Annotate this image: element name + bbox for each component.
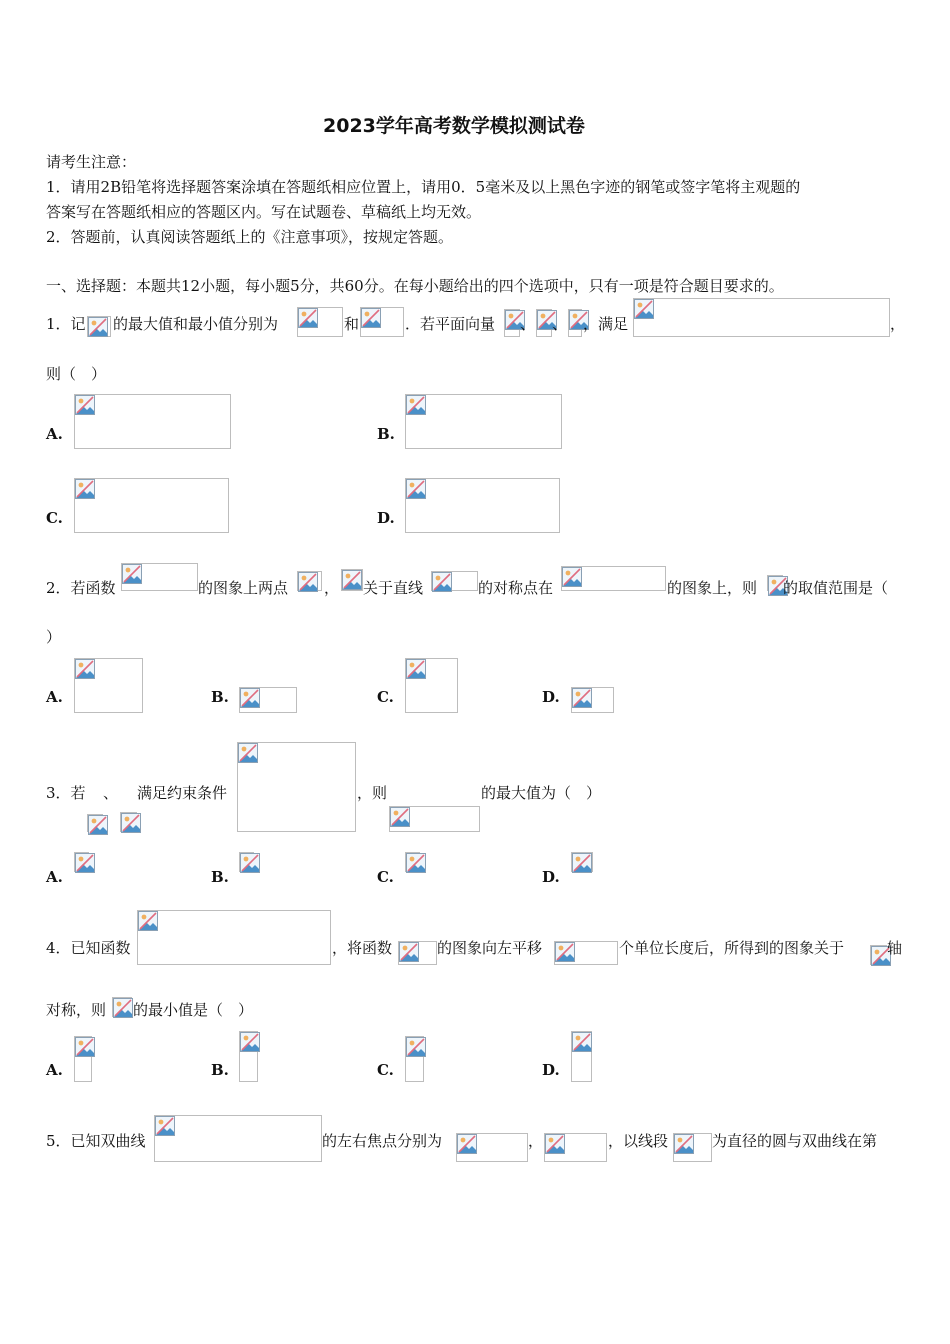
q5-text-3: ，	[528, 1132, 544, 1150]
formula-image	[405, 394, 562, 449]
formula-image	[633, 298, 890, 337]
section-heading: 一、选择题：本题共12小题，每小题5分，共60分。在每小题给出的四个选项中，只有一项是符合题目要求的。	[46, 277, 784, 295]
q5-text-2: 的左右焦点分别为	[322, 1132, 443, 1150]
broken-image-icon	[572, 853, 592, 873]
broken-image-icon	[572, 688, 592, 708]
formula-image	[237, 742, 356, 832]
formula-image	[87, 316, 111, 337]
formula-image	[239, 1031, 258, 1082]
broken-image-icon	[75, 479, 95, 499]
broken-image-icon	[155, 1116, 175, 1136]
formula-image	[405, 852, 420, 872]
formula-image	[571, 1031, 592, 1082]
formula-image	[554, 941, 618, 965]
q2-text-1: 2．若函数	[46, 579, 116, 597]
notice-line-1: 1．请用2B铅笔将选择题答案涂填在答题纸相应位置上，请用0．5毫米及以上黑色字迹的钢笔或签字笔将主观题的	[46, 178, 801, 196]
option-a-label: A.	[46, 688, 63, 706]
q1-text-7: ，满足	[583, 315, 629, 333]
formula-image	[405, 658, 458, 713]
broken-image-icon	[240, 853, 260, 873]
broken-image-icon	[432, 572, 452, 592]
option-b-label: B.	[377, 425, 395, 443]
formula-image	[398, 941, 437, 965]
option-d-label: D.	[542, 1061, 560, 1079]
q4-text-5: 轴	[887, 939, 903, 957]
formula-image	[137, 910, 331, 965]
option-a-label: A.	[46, 868, 63, 886]
q4-text-2: ，将函数	[332, 939, 393, 957]
broken-image-icon	[674, 1134, 694, 1154]
q2-text-5: 的对称点在	[478, 579, 554, 597]
broken-image-icon	[634, 299, 654, 319]
option-d-label: D.	[542, 868, 560, 886]
q1-text-4: ．若平面向量	[405, 315, 496, 333]
broken-image-icon	[240, 1032, 260, 1052]
broken-image-icon	[113, 998, 133, 1018]
broken-image-icon	[75, 659, 95, 679]
formula-image	[456, 1133, 528, 1162]
formula-image	[870, 945, 887, 965]
option-c-label: C.	[377, 868, 394, 886]
notice-heading: 请考生注意：	[46, 153, 137, 171]
q4-text-4: 个单位长度后，所得到的图象关于	[619, 939, 845, 957]
option-d-label: D.	[377, 509, 395, 527]
broken-image-icon	[75, 1037, 95, 1057]
q5-text-4: ，以线段	[608, 1132, 669, 1150]
broken-image-icon	[88, 815, 108, 835]
broken-image-icon	[457, 1134, 477, 1154]
broken-image-icon	[240, 688, 260, 708]
broken-image-icon	[406, 395, 426, 415]
formula-image	[74, 394, 231, 449]
formula-image	[571, 687, 614, 713]
q3-text-3: 满足约束条件	[137, 784, 228, 802]
formula-image	[405, 478, 560, 533]
formula-image	[74, 1036, 92, 1082]
q4-text-3: 的图象向左平移	[437, 939, 543, 957]
q2-text-8: ）	[46, 628, 62, 646]
broken-image-icon	[122, 564, 142, 584]
q1-text-1: 1．记	[46, 315, 86, 333]
broken-image-icon	[562, 567, 582, 587]
option-c-label: C.	[46, 509, 63, 527]
formula-image	[87, 814, 103, 832]
broken-image-icon	[406, 853, 426, 873]
broken-image-icon	[572, 1032, 592, 1052]
notice-line-1b: 答案写在答题纸相应的答题区内。写在试题卷、草稿纸上均无效。	[46, 203, 482, 221]
q1-text-2: 的最大值和最小值分别为	[113, 315, 279, 333]
q2-text-2: 的图象上两点	[198, 579, 289, 597]
formula-image	[74, 478, 229, 533]
broken-image-icon	[88, 317, 108, 337]
q1-text-6: 、	[552, 315, 568, 333]
formula-image	[544, 1133, 607, 1162]
formula-image	[239, 852, 254, 872]
q5-text-1: 5．已知双曲线	[46, 1132, 146, 1150]
broken-image-icon	[342, 570, 362, 590]
formula-image	[568, 309, 582, 337]
option-d-label: D.	[542, 688, 560, 706]
broken-image-icon	[555, 942, 575, 962]
broken-image-icon	[406, 1037, 426, 1057]
q1-text-5: 、	[520, 315, 536, 333]
broken-image-icon	[75, 395, 95, 415]
broken-image-icon	[298, 572, 318, 592]
q1-text-3: 和	[344, 315, 360, 333]
formula-image	[767, 575, 783, 591]
formula-image	[341, 569, 363, 591]
formula-image	[74, 658, 143, 713]
formula-image	[360, 307, 404, 337]
q4-text-7: 的最小值是（ ）	[133, 1001, 254, 1019]
option-c-label: C.	[377, 688, 394, 706]
q3-text-4: ，则	[357, 784, 388, 802]
q3-text-2: 、	[103, 784, 119, 802]
formula-image	[297, 307, 343, 337]
q5-text-5: 为直径的圆与双曲线在第	[712, 1132, 878, 1150]
formula-image	[561, 566, 666, 591]
option-b-label: B.	[211, 868, 229, 886]
q2-text-6: 的图象上，则	[667, 579, 758, 597]
broken-image-icon	[75, 853, 95, 873]
option-c-label: C.	[377, 1061, 394, 1079]
option-b-label: B.	[211, 1061, 229, 1079]
option-a-label: A.	[46, 1061, 63, 1079]
broken-image-icon	[138, 911, 158, 931]
option-a-label: A.	[46, 425, 63, 443]
q1-text-8: ，	[890, 315, 906, 333]
formula-image	[431, 571, 478, 591]
formula-image	[239, 687, 297, 713]
formula-image	[297, 571, 322, 591]
broken-image-icon	[298, 308, 318, 328]
broken-image-icon	[121, 813, 141, 833]
q2-text-7: 的取值范围是（	[783, 579, 889, 597]
broken-image-icon	[238, 743, 258, 763]
broken-image-icon	[545, 1134, 565, 1154]
formula-image	[571, 852, 593, 872]
formula-image	[121, 563, 198, 591]
broken-image-icon	[361, 308, 381, 328]
formula-image	[120, 812, 137, 832]
broken-image-icon	[406, 479, 426, 499]
q2-text-3: ，	[324, 579, 340, 597]
q2-text-4: 关于直线	[363, 579, 424, 597]
q4-text-1: 4．已知函数	[46, 939, 131, 957]
broken-image-icon	[399, 942, 419, 962]
broken-image-icon	[406, 659, 426, 679]
page-title: 2023学年高考数学模拟测试卷	[323, 115, 585, 137]
q3-text-5: 的最大值为（ ）	[481, 784, 602, 802]
formula-image	[112, 997, 132, 1017]
formula-image	[673, 1133, 712, 1162]
q3-text-1: 3．若	[46, 784, 86, 802]
q4-text-6: 对称，则	[46, 1001, 107, 1019]
formula-image	[536, 309, 552, 337]
formula-image	[504, 309, 520, 337]
formula-image	[74, 852, 89, 872]
formula-image	[389, 806, 480, 832]
option-b-label: B.	[211, 688, 229, 706]
notice-line-2: 2．答题前，认真阅读答题纸上的《注意事项》，按规定答题。	[46, 228, 454, 246]
formula-image	[154, 1115, 322, 1162]
q1-text-9: 则（ ）	[46, 365, 107, 383]
broken-image-icon	[390, 807, 410, 827]
formula-image	[405, 1036, 424, 1082]
